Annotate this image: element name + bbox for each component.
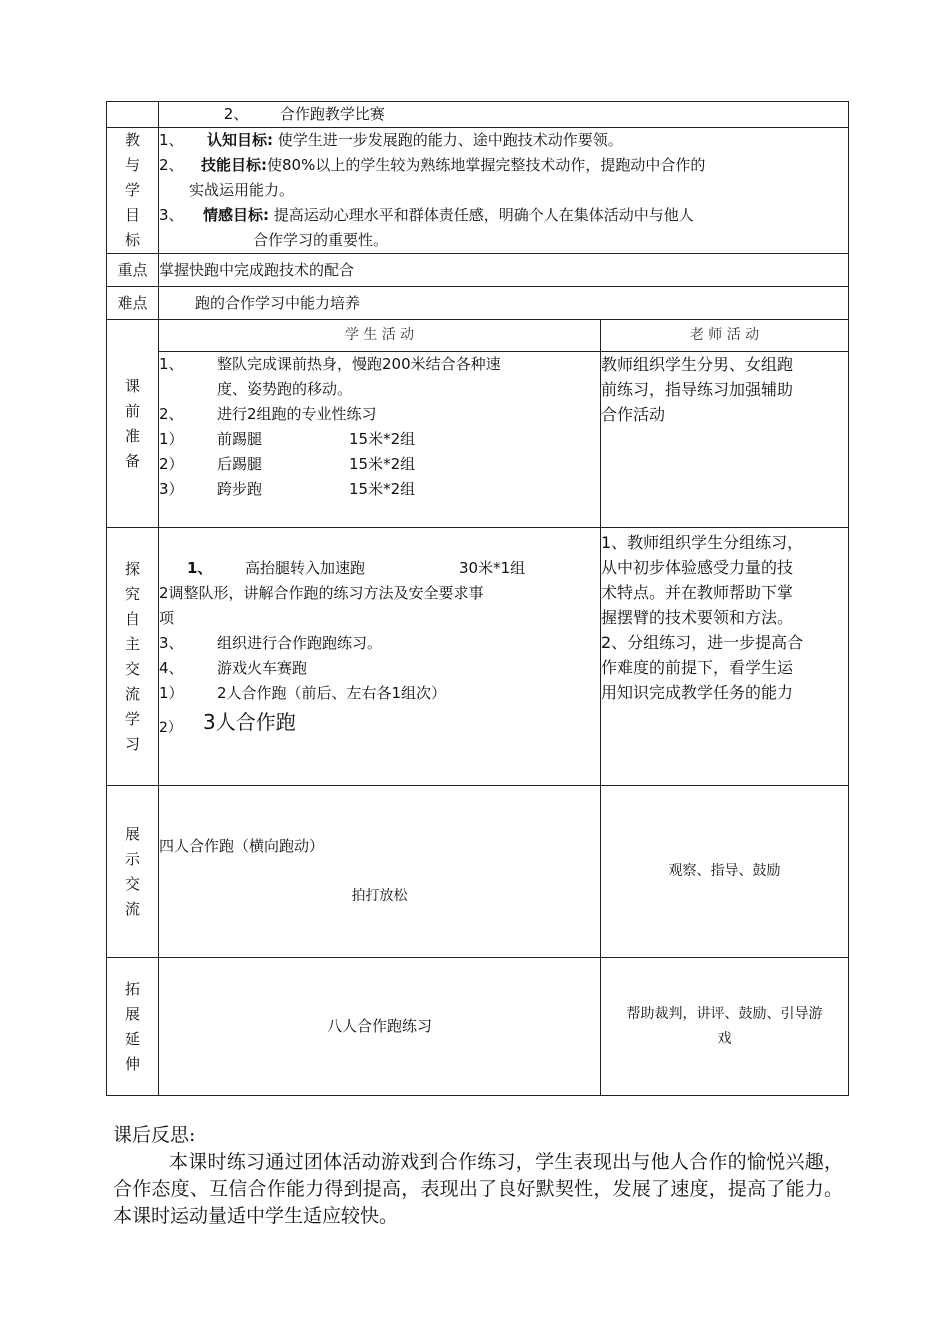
difficulty-text: 跑的合作学习中能力培养 [159, 287, 849, 320]
explore-row [107, 528, 849, 786]
goal-title: 技能目标: [201, 156, 267, 174]
show-row [107, 786, 849, 958]
list-item: 度、姿势跑的移动。 [217, 380, 353, 398]
top-row-text: 合作跑教学比赛 [279, 105, 385, 123]
reflection-section [113, 1122, 843, 1230]
goal-text: 使学生进一步发展跑的能力、途中跑技术动作要领。 [273, 131, 623, 149]
goal-item: 3、 情感目标: 提高运动心理水平和群体责任感，明确个人在集体活动中与他人 [159, 206, 694, 224]
explore-label: 探 究 自 主 交 流 学 习 [107, 528, 159, 786]
goal-title: 情感目标: [203, 206, 269, 224]
top-row [107, 102, 849, 128]
list-item: 项 [159, 609, 175, 627]
show-label: 展 示 交 流 [107, 786, 159, 958]
list-item: 4、 游戏火车赛跑 [159, 659, 308, 677]
goal-text-cont: 实战运用能力。 [189, 181, 295, 199]
key-label: 重点 [107, 254, 159, 287]
prep-student [159, 352, 601, 528]
top-row-num: 2、 [223, 105, 249, 123]
goals-label: 教 与 学 目 标 [107, 128, 159, 254]
goals-content [159, 128, 849, 254]
list-item: 3、 组织进行合作跑跑练习。 [159, 634, 383, 652]
goal-title: 认知目标: [207, 131, 273, 149]
goals-row [107, 128, 849, 254]
goal-item: 1、 认知目标: 使学生进一步发展跑的能力、途中跑技术动作要领。 [159, 131, 623, 149]
extend-label: 拓 展 延 伸 [107, 958, 159, 1096]
list-item: 1、 高抬腿转入加速跑 30米*1组 [187, 559, 526, 577]
list-item: 3） 跨步跑 15米*2组 [159, 480, 416, 498]
list-item: 2） 后踢腿 15米*2组 [159, 455, 416, 473]
prep-label: 课 前 准 备 [107, 320, 159, 528]
goal-text: 提高运动心理水平和群体责任感，明确个人在集体活动中与他人 [269, 206, 694, 224]
key-text: 掌握快跑中完成跑技术的配合 [159, 254, 849, 287]
show-student: 四人合作跑（横向跑动） 拍打放松 [159, 786, 601, 958]
list-item: 1） 2人合作跑（前后、左右各1组次） [159, 684, 447, 702]
list-item: 2调整队形，讲解合作跑的练习方法及安全要求事 [159, 584, 484, 602]
explore-teacher: 1、教师组织学生分组练习， 从中初步体验感受力量的技 术特点。并在教师帮助下掌 握摆臂的技术要领和方法。 2、分组练习，进一步提高合 作难度的前提下，看学生运 用知识完成教学任务的能力 [601, 528, 849, 786]
list-item: 1、 整队完成课前热身，慢跑200米结合各种速 [159, 355, 501, 373]
goal-text: 使80%以上的学生较为熟练地掌握完整技术动作，提跑动中合作的 [267, 156, 706, 174]
key-row [107, 254, 849, 287]
show-teacher: 观察、指导、鼓励 [601, 786, 849, 958]
prep-row [107, 352, 849, 528]
prep-teacher: 教师组织学生分男、女组跑 前练习，指导练习加强辅助 合作活动 [601, 352, 849, 528]
list-item: 2、 进行2组跑的专业性练习 [159, 405, 377, 423]
extend-teacher: 帮助裁判，讲评、鼓励、引导游 戏 [601, 958, 849, 1096]
explore-student [159, 528, 601, 786]
extend-row [107, 958, 849, 1096]
student-activity-header: 学 生 活 动 [159, 320, 601, 352]
lesson-plan-table [106, 101, 849, 1096]
goal-text-cont: 合作学习的重要性。 [253, 231, 389, 249]
list-item: 2） 3人合作跑 [159, 710, 296, 736]
list-item: 1） 前踢腿 15米*2组 [159, 430, 416, 448]
reflection-title: 课后反思: [113, 1124, 196, 1146]
goal-item: 2、 技能目标:使80%以上的学生较为熟练地掌握完整技术动作，提跑动中合作的 [159, 156, 706, 174]
teacher-activity-header: 老 师 活 动 [601, 320, 849, 352]
difficulty-label: 难点 [107, 287, 159, 320]
top-row-label-cell [107, 102, 159, 128]
extend-student: 八人合作跑练习 [159, 958, 601, 1096]
activity-header-row [107, 320, 849, 352]
difficulty-row [107, 287, 849, 320]
reflection-body: 本课时练习通过团体活动游戏到合作练习，学生表现出与他人合作的愉悦兴趣，合作态度、互信合作能力得到提高，表现出了良好默契性，发展了速度，提高了能力。本课时运动量适中学生适应较快。 [113, 1151, 843, 1227]
